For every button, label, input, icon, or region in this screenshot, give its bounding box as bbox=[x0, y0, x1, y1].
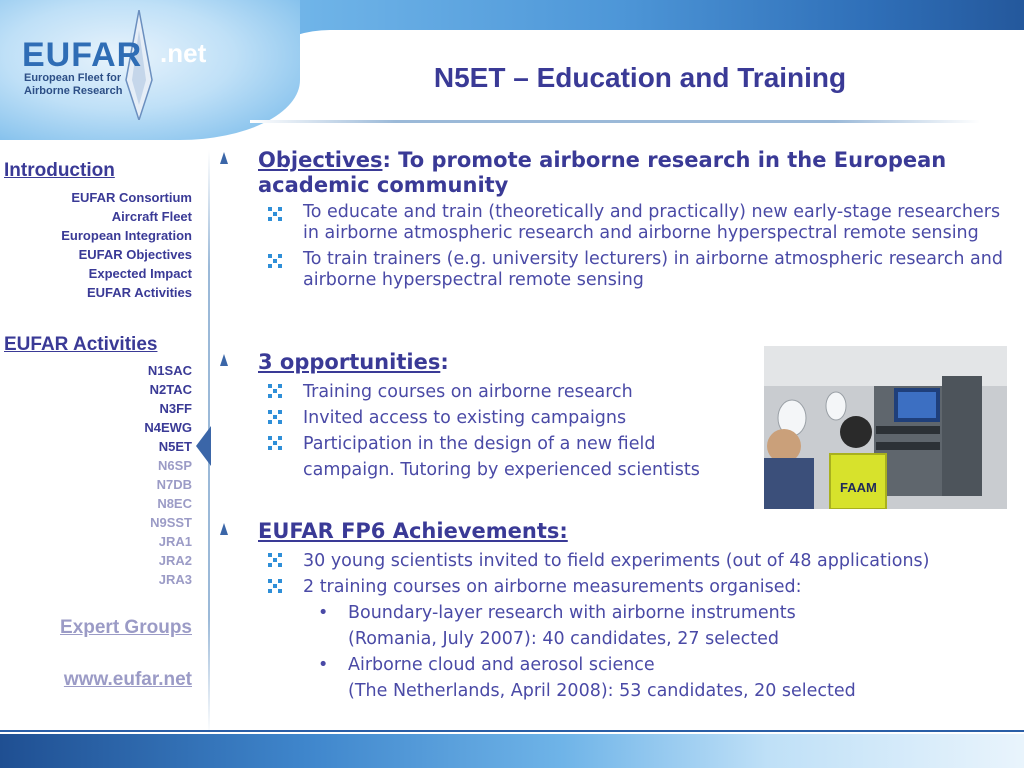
sidebar-item-n4ewg[interactable]: N4EWG bbox=[144, 420, 192, 435]
sidebar-link-expert-groups[interactable]: Expert Groups bbox=[60, 617, 192, 638]
objectives-label: Objectives bbox=[258, 148, 383, 172]
sidebar-item-n9sst[interactable]: N9SST bbox=[150, 515, 192, 530]
course-line1: Boundary-layer research with airborne instruments bbox=[348, 603, 796, 623]
sidebar-item-eufar-objectives[interactable]: EUFAR Objectives bbox=[78, 247, 192, 262]
section-marker-icon bbox=[220, 523, 228, 535]
opportunities-bullets bbox=[268, 379, 760, 483]
square-bullet-icon bbox=[268, 207, 282, 221]
sidebar-item-n7db[interactable]: N7DB bbox=[156, 477, 192, 492]
footer-divider bbox=[0, 730, 1024, 732]
achievement-bullet-text: 30 young scientists invited to field experiments (out of 48 applications) bbox=[303, 551, 930, 571]
list-item bbox=[268, 574, 1020, 704]
objectives-bullets bbox=[268, 202, 1020, 291]
list-item bbox=[318, 600, 1020, 652]
opportunity-bullet-text: Invited access to existing campaigns bbox=[303, 408, 627, 428]
sidebar-item-jra1[interactable]: JRA1 bbox=[158, 534, 192, 549]
sidebar-item-jra3[interactable]: JRA3 bbox=[158, 572, 192, 587]
page-title: N5ET – Education and Training bbox=[433, 62, 847, 93]
list-item bbox=[318, 652, 1020, 704]
sidebar-introduction-list bbox=[61, 188, 192, 302]
sidebar-heading-activities[interactable]: EUFAR Activities bbox=[4, 334, 158, 355]
current-section-pointer-icon bbox=[196, 426, 211, 466]
sidebar-item-eufar-activities[interactable]: EUFAR Activities bbox=[87, 285, 192, 300]
achievements-label: EUFAR FP6 Achievements: bbox=[258, 519, 568, 543]
sidebar-item-n8ec[interactable]: N8EC bbox=[157, 496, 192, 511]
dot-bullet-icon: • bbox=[318, 603, 329, 623]
sidebar-item-jra2[interactable]: JRA2 bbox=[158, 553, 192, 568]
objectives-section bbox=[220, 148, 1020, 296]
square-bullet-icon bbox=[268, 436, 282, 450]
sidebar-item-european-integration[interactable]: European Integration bbox=[61, 228, 192, 243]
objectives-colon: : bbox=[382, 148, 391, 172]
objective-bullet-text: To educate and train (theoretically and practically) new early-stage researchers in airborne atmospheric research and airborne hyperspectral remote sensing bbox=[303, 202, 1001, 243]
objectives-text: To promote airborne research in the European academic community bbox=[258, 148, 947, 197]
logo-area bbox=[0, 0, 300, 140]
sidebar-item-aircraft-fleet[interactable]: Aircraft Fleet bbox=[111, 209, 192, 224]
sidebar-heading-introduction[interactable]: Introduction bbox=[4, 160, 115, 181]
opportunities-section bbox=[220, 350, 760, 483]
title-divider bbox=[250, 120, 980, 123]
course-line2: (The Netherlands, April 2008): 53 candidates, 20 selected bbox=[348, 681, 856, 701]
list-item bbox=[268, 202, 1020, 244]
square-bullet-icon bbox=[268, 254, 282, 268]
square-bullet-icon bbox=[268, 579, 282, 593]
course-line2: (Romania, July 2007): 40 candidates, 27 selected bbox=[348, 629, 779, 649]
list-item bbox=[268, 405, 760, 431]
list-item bbox=[268, 548, 1020, 574]
sidebar-item-n1sac[interactable]: N1SAC bbox=[147, 363, 192, 378]
sidebar-item-expected-impact[interactable]: Expected Impact bbox=[88, 266, 192, 281]
objectives-heading bbox=[258, 148, 1020, 198]
sidebar-item-n3ff[interactable]: N3FF bbox=[159, 401, 192, 416]
opportunity-bullet-text: Participation in the design of a new field campaign. Tutoring by experienced scientists bbox=[303, 434, 700, 480]
list-item bbox=[268, 379, 760, 405]
logo-domain-suffix: .net bbox=[160, 38, 207, 68]
square-bullet-icon bbox=[268, 553, 282, 567]
section-marker-icon bbox=[220, 354, 228, 366]
opportunities-heading bbox=[258, 350, 760, 375]
cabin-photo-illustration bbox=[764, 346, 1007, 509]
sidebar-activities-list bbox=[144, 361, 192, 589]
sidebar-item-n2tac[interactable]: N2TAC bbox=[149, 382, 192, 397]
list-item bbox=[268, 249, 1020, 291]
training-course-list bbox=[318, 600, 1020, 704]
achievements-heading bbox=[258, 519, 1020, 544]
achievements-section bbox=[220, 519, 1020, 704]
opportunities-label: 3 opportunities bbox=[258, 350, 441, 374]
footer-band bbox=[0, 734, 1024, 768]
opportunities-colon: : bbox=[440, 350, 449, 374]
square-bullet-icon bbox=[268, 410, 282, 424]
achievement-bullet-text: 2 training courses on airborne measurements organised: bbox=[303, 577, 802, 597]
section-marker-icon bbox=[220, 152, 228, 164]
opportunity-bullet-text: Training courses on airborne research bbox=[303, 382, 633, 402]
sidebar-item-n5et[interactable]: N5ET bbox=[158, 439, 192, 454]
course-line1: Airborne cloud and aerosol science bbox=[348, 655, 655, 675]
sidebar-link-website[interactable]: www.eufar.net bbox=[63, 669, 192, 690]
list-item bbox=[268, 431, 760, 483]
vest-text: FAAM bbox=[840, 480, 877, 495]
logo-brand: EUFAR bbox=[22, 36, 143, 74]
dot-bullet-icon: • bbox=[318, 655, 329, 675]
aircraft-cabin-photo bbox=[764, 346, 1007, 509]
square-bullet-icon bbox=[268, 384, 282, 398]
objective-bullet-text: To train trainers (e.g. university lecturers) in airborne atmospheric research and airborne hyperspectral remote sensing bbox=[303, 249, 1003, 290]
logo-tagline: European Fleet for Airborne Research bbox=[24, 72, 123, 97]
achievements-bullets bbox=[268, 548, 1020, 704]
sidebar-item-n6sp[interactable]: N6SP bbox=[158, 458, 192, 473]
sidebar-item-eufar-consortium[interactable]: EUFAR Consortium bbox=[71, 190, 192, 205]
